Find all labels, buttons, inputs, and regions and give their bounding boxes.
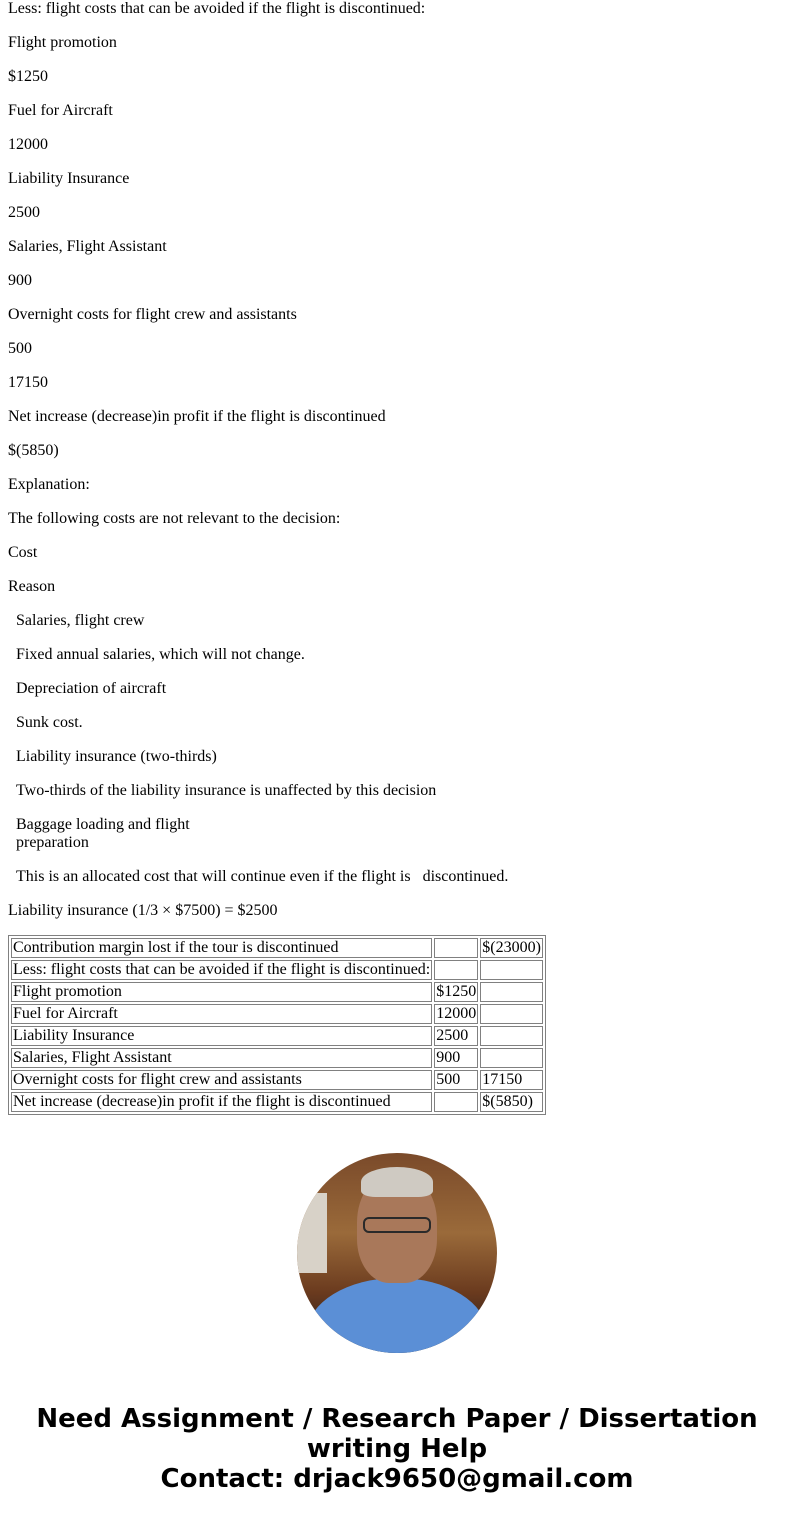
overnight-value: 500 [8, 340, 32, 357]
salaries-assistant-value: 900 [8, 272, 32, 289]
table-cell-total: $(5850) [480, 1092, 543, 1112]
fuel-value: 12000 [8, 136, 48, 153]
table-cell-total: $(23000) [482, 939, 541, 956]
net-increase-value: $(5850) [8, 442, 59, 459]
table-row [11, 960, 543, 980]
promo-footer [0, 1404, 794, 1494]
photo-shirt [307, 1278, 487, 1353]
total-value: 17150 [8, 374, 48, 391]
table-cell-label: Overnight costs for flight crew and assistants [11, 1070, 432, 1090]
table-cell-label: Liability Insurance [11, 1026, 432, 1046]
photo-hair [361, 1167, 433, 1197]
table-cell-label: Less: flight costs that can be avoided if the flight is discontinued: [13, 961, 431, 978]
flight-promotion-value: $1250 [8, 68, 48, 85]
table-cell-amount [434, 960, 478, 980]
table-cell-amount: 12000 [436, 1005, 477, 1022]
table-row [11, 1026, 543, 1046]
table-cell-amount [434, 938, 478, 958]
table-cell-total [480, 982, 543, 1002]
irrelevant-reason-3: Two-thirds of the liability insurance is unaffected by this decision [16, 782, 437, 799]
table-row [11, 1092, 543, 1112]
table-cell-label: Flight promotion [11, 982, 432, 1002]
cost-header: Cost [8, 544, 38, 561]
flight-promotion-label: Flight promotion [8, 34, 117, 51]
summary-table [8, 935, 546, 1115]
table-cell-total [480, 960, 543, 980]
table-cell-amount: 500 [434, 1070, 478, 1090]
author-photo [297, 1153, 497, 1353]
table-cell-total [480, 1026, 543, 1046]
table-row [11, 1048, 543, 1068]
table-cell-amount: 2500 [434, 1026, 478, 1046]
table-cell-amount: $1250 [436, 983, 477, 1000]
table-cell-label: Net increase (decrease)in profit if the flight is discontinued [11, 1092, 432, 1112]
table-cell-label: Fuel for Aircraft [11, 1004, 432, 1024]
not-relevant-text: The following costs are not relevant to the decision: [8, 510, 341, 527]
fuel-label: Fuel for Aircraft [8, 102, 113, 119]
photo-glasses [363, 1217, 431, 1233]
net-increase-label: Net increase (decrease)in profit if the flight is discontinued [8, 408, 386, 425]
irrelevant-cost-3: Liability insurance (two-thirds) [16, 748, 217, 765]
salaries-assistant-label: Salaries, Flight Assistant [8, 238, 167, 255]
table-cell-label: Contribution margin lost if the tour is discontinued [11, 938, 432, 958]
irrelevant-reason-1: Fixed annual salaries, which will not change. [16, 646, 305, 663]
table-row [11, 1070, 543, 1090]
promo-line-1: Need Assignment / Research Paper / Dissertation [36, 1404, 758, 1434]
table-row [11, 982, 543, 1002]
less-costs-text: Less: flight costs that can be avoided if the flight is discontinued: [8, 0, 426, 17]
promo-contact: Contact: drjack9650@gmail.com [160, 1464, 634, 1494]
table-cell-total [480, 1004, 543, 1024]
irrelevant-cost-4: Baggage loading and flight preparation [16, 816, 190, 851]
irrelevant-reason-4: This is an allocated cost that will continue even if the flight is discontinued. [16, 868, 509, 885]
table-cell-amount [434, 1092, 478, 1112]
reason-header: Reason [8, 578, 56, 595]
liability-label: Liability Insurance [8, 170, 130, 187]
liability-calc-text: Liability insurance (1/3 × $7500) = $2500 [8, 902, 278, 919]
table-cell-label: Salaries, Flight Assistant [11, 1048, 432, 1068]
photo-background [297, 1193, 327, 1273]
overnight-label: Overnight costs for flight crew and assistants [8, 306, 297, 323]
table-cell-total: 17150 [480, 1070, 543, 1090]
irrelevant-cost-2: Depreciation of aircraft [16, 680, 167, 697]
promo-line-2: writing Help [306, 1434, 488, 1464]
table-cell-total [480, 1048, 543, 1068]
irrelevant-reason-2: Sunk cost. [16, 714, 83, 731]
irrelevant-cost-1: Salaries, flight crew [16, 612, 145, 629]
liability-value: 2500 [8, 204, 40, 221]
table-row [11, 1004, 543, 1024]
table-cell-amount: 900 [434, 1048, 478, 1068]
table-row [11, 938, 543, 958]
explanation-heading: Explanation: [8, 476, 90, 493]
